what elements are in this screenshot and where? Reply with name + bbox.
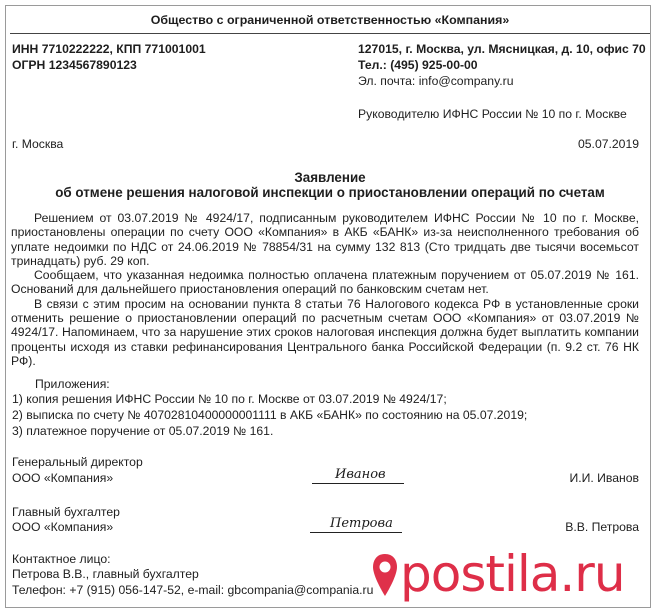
document-subtitle: об отмене решения налоговой инспекции о приостановлении операций по счетам — [55, 185, 605, 200]
attachment-item: 2) выписка по счету № 40702810400000001111 в АКБ «БАНК» по состоянию на 05.07.2019; — [12, 408, 528, 422]
sender-phone: Тел.: (495) 925-00-00 — [358, 58, 478, 72]
document-place: г. Москва — [12, 137, 64, 151]
document-date: 05.07.2019 — [578, 137, 639, 151]
attachments-heading: Приложения: — [35, 377, 110, 391]
director-signature-line — [312, 483, 404, 484]
sender-email: Эл. почта: info@company.ru — [358, 74, 514, 88]
director-position: Генеральный директор — [12, 455, 143, 469]
accountant-signature-line — [310, 532, 402, 533]
paragraph-payment: Сообщаем, что указанная недоимка полностью оплачена платежным поручением от 05.07.2019 № 161. Оснований для дальнейшего приостановления операций по банковским счетам нет. — [11, 268, 639, 297]
contact-heading: Контактное лицо: — [12, 552, 111, 566]
paragraph-decision: Решением от 03.07.2019 № 4924/17, подписанным руководителем ИФНС России № 10 по г. Москве, приостановлены операции по счету ООО «Компания» в АКБ «БАНК» из-за неисполненного требования об уплате недоимки по НДС от 24.06.2019 № 78854/31 на сумму 132 813 (Сто тридцать две тысячи восемьсот тринадцать) руб. 29 коп. — [11, 211, 639, 268]
accountant-org: ООО «Компания» — [12, 520, 114, 534]
contact-phone-email: Телефон: +7 (915) 056-147-52, e-mail: gbcompania@compania.ru — [12, 583, 374, 597]
header-divider — [10, 33, 650, 34]
ogrn: ОГРН 1234567890123 — [12, 58, 137, 72]
contact-person: Петрова В.В., главный бухгалтер — [12, 567, 199, 581]
director-signature: Иванов — [335, 467, 386, 482]
attachment-item: 3) платежное поручение от 05.07.2019 № 161. — [12, 424, 274, 438]
company-header: Общество с ограниченной ответственностью «Компания» — [150, 13, 510, 27]
document-title: Заявление — [294, 170, 366, 185]
attachment-item: 1) копия решения ИФНС России № 10 по г. Москве от 03.07.2019 № 4924/17; — [12, 392, 447, 406]
postila-watermark: postila.ru — [400, 545, 625, 603]
accountant-name: В.В. Петрова — [565, 520, 639, 534]
director-name: И.И. Иванов — [569, 471, 639, 485]
accountant-position: Главный бухгалтер — [12, 505, 120, 519]
sender-address: 127015, г. Москва, ул. Мясницкая, д. 10, офис 70 — [358, 42, 646, 56]
postila-pin-icon — [370, 552, 400, 598]
document-body — [11, 211, 639, 368]
accountant-signature: Петрова — [330, 516, 393, 531]
inn-kpp: ИНН 7710222222, КПП 771001001 — [12, 42, 206, 56]
addressee: Руководителю ИФНС России № 10 по г. Москве — [358, 107, 627, 121]
director-org: ООО «Компания» — [12, 471, 114, 485]
paragraph-request: В связи с этим просим на основании пункта 8 статьи 76 Налогового кодекса РФ в установленные сроки отменить решение о приостановлении операций по расчетным счетам ООО «Компания» от 03.07.2019 № 4924/17. Напоминаем, что за нарушение этих сроков налоговая инспекция должна будет выплатить компании проценты исходя из ставки рефинансирования Центрального банка Российской Федерации (п. 9.2 ст. 76 НК РФ). — [11, 296, 639, 368]
